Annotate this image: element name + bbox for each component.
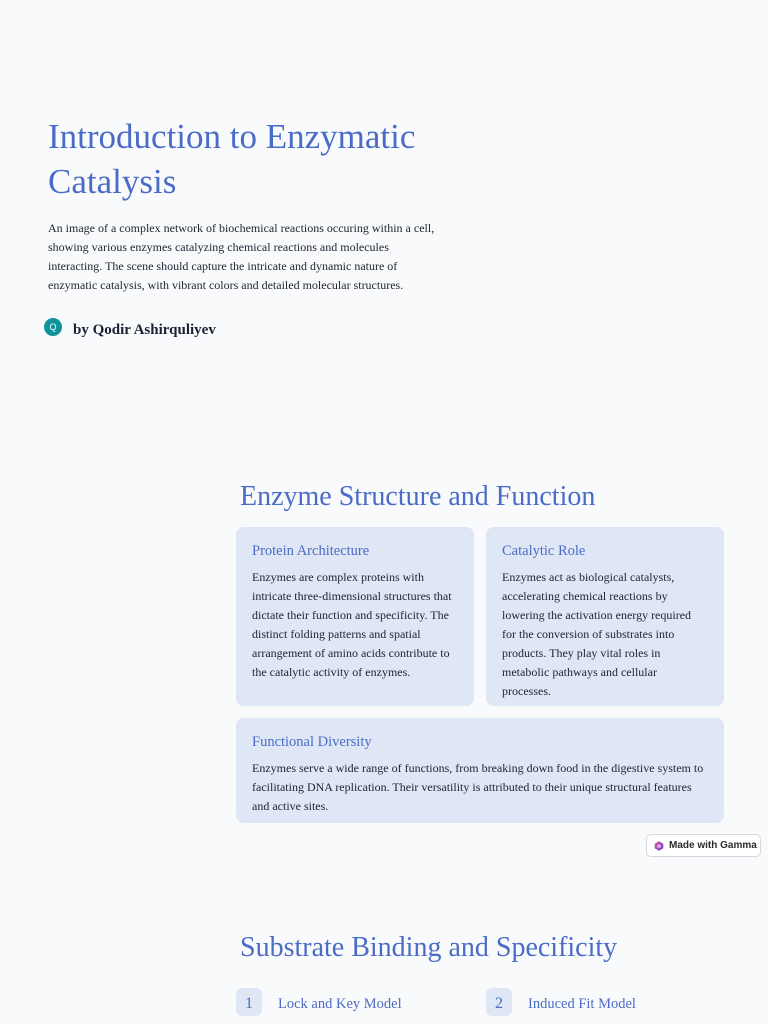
section-title-substrate: Substrate Binding and Specificity (240, 932, 618, 963)
card-body: Enzymes are complex proteins with intricate three-dimensional structures that dictate their function and specificity. The distinct folding patterns and spatial arrangement of amino acids contribute to the catalytic activity of enzymes. (252, 570, 452, 679)
gamma-logo-icon (654, 841, 664, 851)
author-name: by Qodir Ashirquliyev (73, 321, 216, 338)
step-label: Induced Fit Model (528, 996, 636, 1012)
step-induced-fit (486, 988, 636, 1016)
step-number-badge: 2 (486, 988, 512, 1016)
step-label: Lock and Key Model (278, 996, 402, 1012)
slide-description: An image of a complex network of biochemical reactions occuring within a cell, showing various enzymes catalyzing chemical reactions and molecules interacting. The scene should capture the intricate and dynamic nature of enzymatic catalysis, with vibrant colors and detailed molecular structures. (48, 221, 435, 292)
made-with-gamma-button[interactable] (646, 834, 761, 857)
badge-label: Made with Gamma (669, 840, 757, 851)
card-body: Enzymes serve a wide range of functions, from breaking down food in the digestive system to facilitating DNA replication. Their versatility is attributed to their unique structural features and active sites. (252, 761, 704, 813)
author-byline (44, 317, 216, 337)
step-number-badge: 1 (236, 988, 262, 1016)
card-title: Protein Architecture (252, 543, 370, 559)
avatar: Q (44, 318, 62, 336)
section-title-structure: Enzyme Structure and Function (240, 481, 596, 512)
card-body: Enzymes act as biological catalysts, accelerating chemical reactions by lowering the activation energy required for the conversion of substrates into products. They play vital roles in metabolic pathways and cellular processes. (502, 570, 692, 698)
card-protein-architecture (236, 527, 474, 706)
card-title: Functional Diversity (252, 734, 372, 750)
card-catalytic-role (486, 527, 724, 706)
step-lock-and-key (236, 988, 402, 1016)
page-title: Introduction to Enzymatic Catalysis (48, 117, 416, 201)
card-title: Catalytic Role (502, 543, 586, 559)
card-functional-diversity (236, 718, 724, 823)
